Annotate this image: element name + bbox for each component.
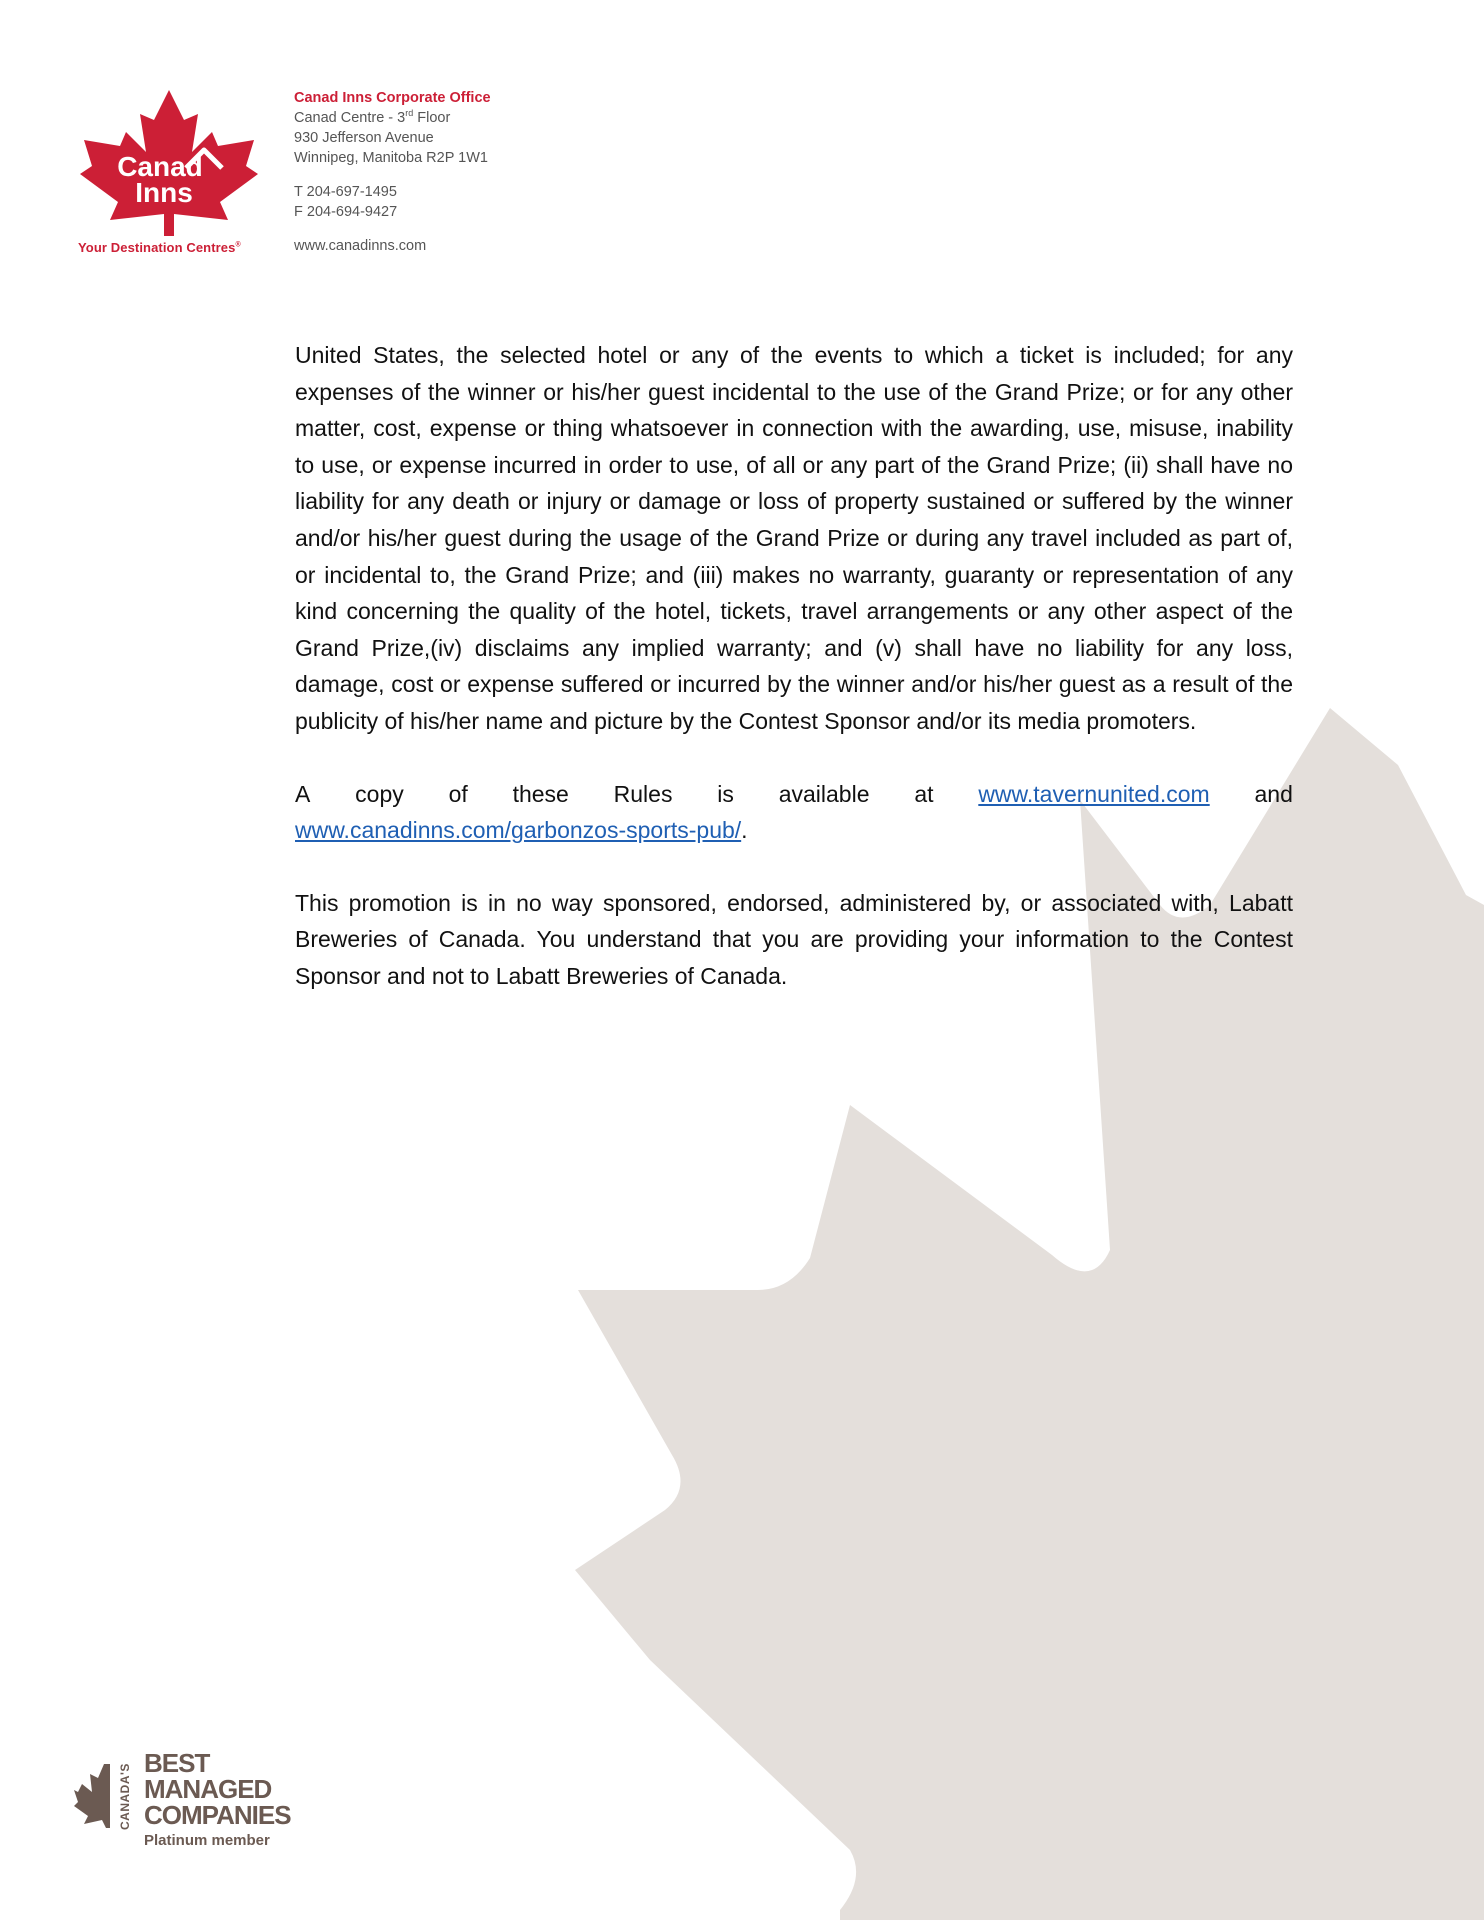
word: A [295, 780, 311, 807]
office-address-line2: 930 Jefferson Avenue [294, 130, 434, 146]
logo-text-line2: Inns [135, 177, 193, 208]
badge-line-best: BEST [144, 1748, 210, 1778]
paragraph-liability: United States, the selected hotel or any of the events to which a ticket is included; for any expenses of the winner or his/her guest incidental to the use of the Grand Prize; or for any other matter, cost, expense or thing whatsoever in connection with the awarding, use, misuse, inability to use, or expense incurred in order to use, of all or any part of the Grand Prize; (ii) shall have no liability for any death or injury or damage or loss of property sustained or suffered by the winner and/or his/her guest during the usage of the Grand Prize or during any travel included as part of, or incidental to, the Grand Prize; and (iii) makes no warranty, guaranty or representation of any kind concerning the quality of the hotel, tickets, travel arrangements or any other aspect of the Grand Prize,(iv) disclaims any implied warranty; and (v) shall have no liability for any loss, damage, cost or expense suffered or incurred by the winner and/or his/her guest as a result of the publicity of his/her name and picture by the Contest Sponsor and/or its media promoters. [295, 342, 1293, 734]
word: Rules [613, 780, 673, 807]
office-phone: T 204-697-1495 [294, 184, 397, 200]
badge-line-managed: MANAGED [144, 1774, 272, 1804]
word: at [914, 780, 934, 807]
office-floor-ordinal: rd [405, 108, 414, 119]
paragraph-labatt-disclaimer: This promotion is in no way sponsored, endorsed, administered by, or associated with, Labatt Breweries of Canada. You understand that you are providing your information to the Contest Sponsor and not to Labatt Breweries of Canada. [295, 889, 1293, 989]
office-address-line1 [294, 108, 491, 128]
badge-line-companies: COMPANIES [144, 1800, 291, 1830]
office-spacer [294, 168, 491, 182]
word: is [717, 780, 734, 807]
period: . [741, 817, 748, 844]
best-managed-companies-badge [74, 1748, 304, 1858]
garbonzos-link[interactable]: www.canadinns.com/garbonzos-sports-pub/ [295, 817, 742, 844]
logo-text-line1: Canad [117, 151, 203, 182]
brand-tagline [78, 240, 241, 255]
word: these [512, 780, 569, 807]
canad-inns-logo [74, 88, 264, 258]
office-address-line1-suffix: Floor [413, 110, 451, 126]
word: of [448, 780, 468, 807]
rules-availability-line2 [295, 817, 748, 843]
office-title: Canad Inns Corporate Office [294, 90, 491, 106]
office-fax: F 204-694-9427 [294, 204, 398, 220]
office-website: www.canadinns.com [294, 238, 427, 254]
badge-platinum-member: Platinum member [144, 1832, 270, 1849]
registered-mark: ® [235, 241, 241, 249]
corporate-office-block [294, 88, 491, 256]
rules-availability-line [295, 776, 1293, 813]
word: copy [355, 780, 404, 807]
word: available [778, 780, 870, 807]
document-body [295, 337, 1293, 1031]
badge-vertical-text: CANADA'S [118, 1763, 132, 1830]
office-address-line3: Winnipeg, Manitoba R2P 1W1 [294, 150, 488, 166]
office-address-line1-prefix: Canad Centre - 3 [294, 110, 406, 126]
brand-tagline-text: Your Destination Centres [78, 240, 236, 255]
word: and [1254, 780, 1293, 807]
tavernunited-link[interactable]: www.tavernunited.com [978, 780, 1210, 807]
paragraph-rules-availability [295, 776, 1293, 849]
